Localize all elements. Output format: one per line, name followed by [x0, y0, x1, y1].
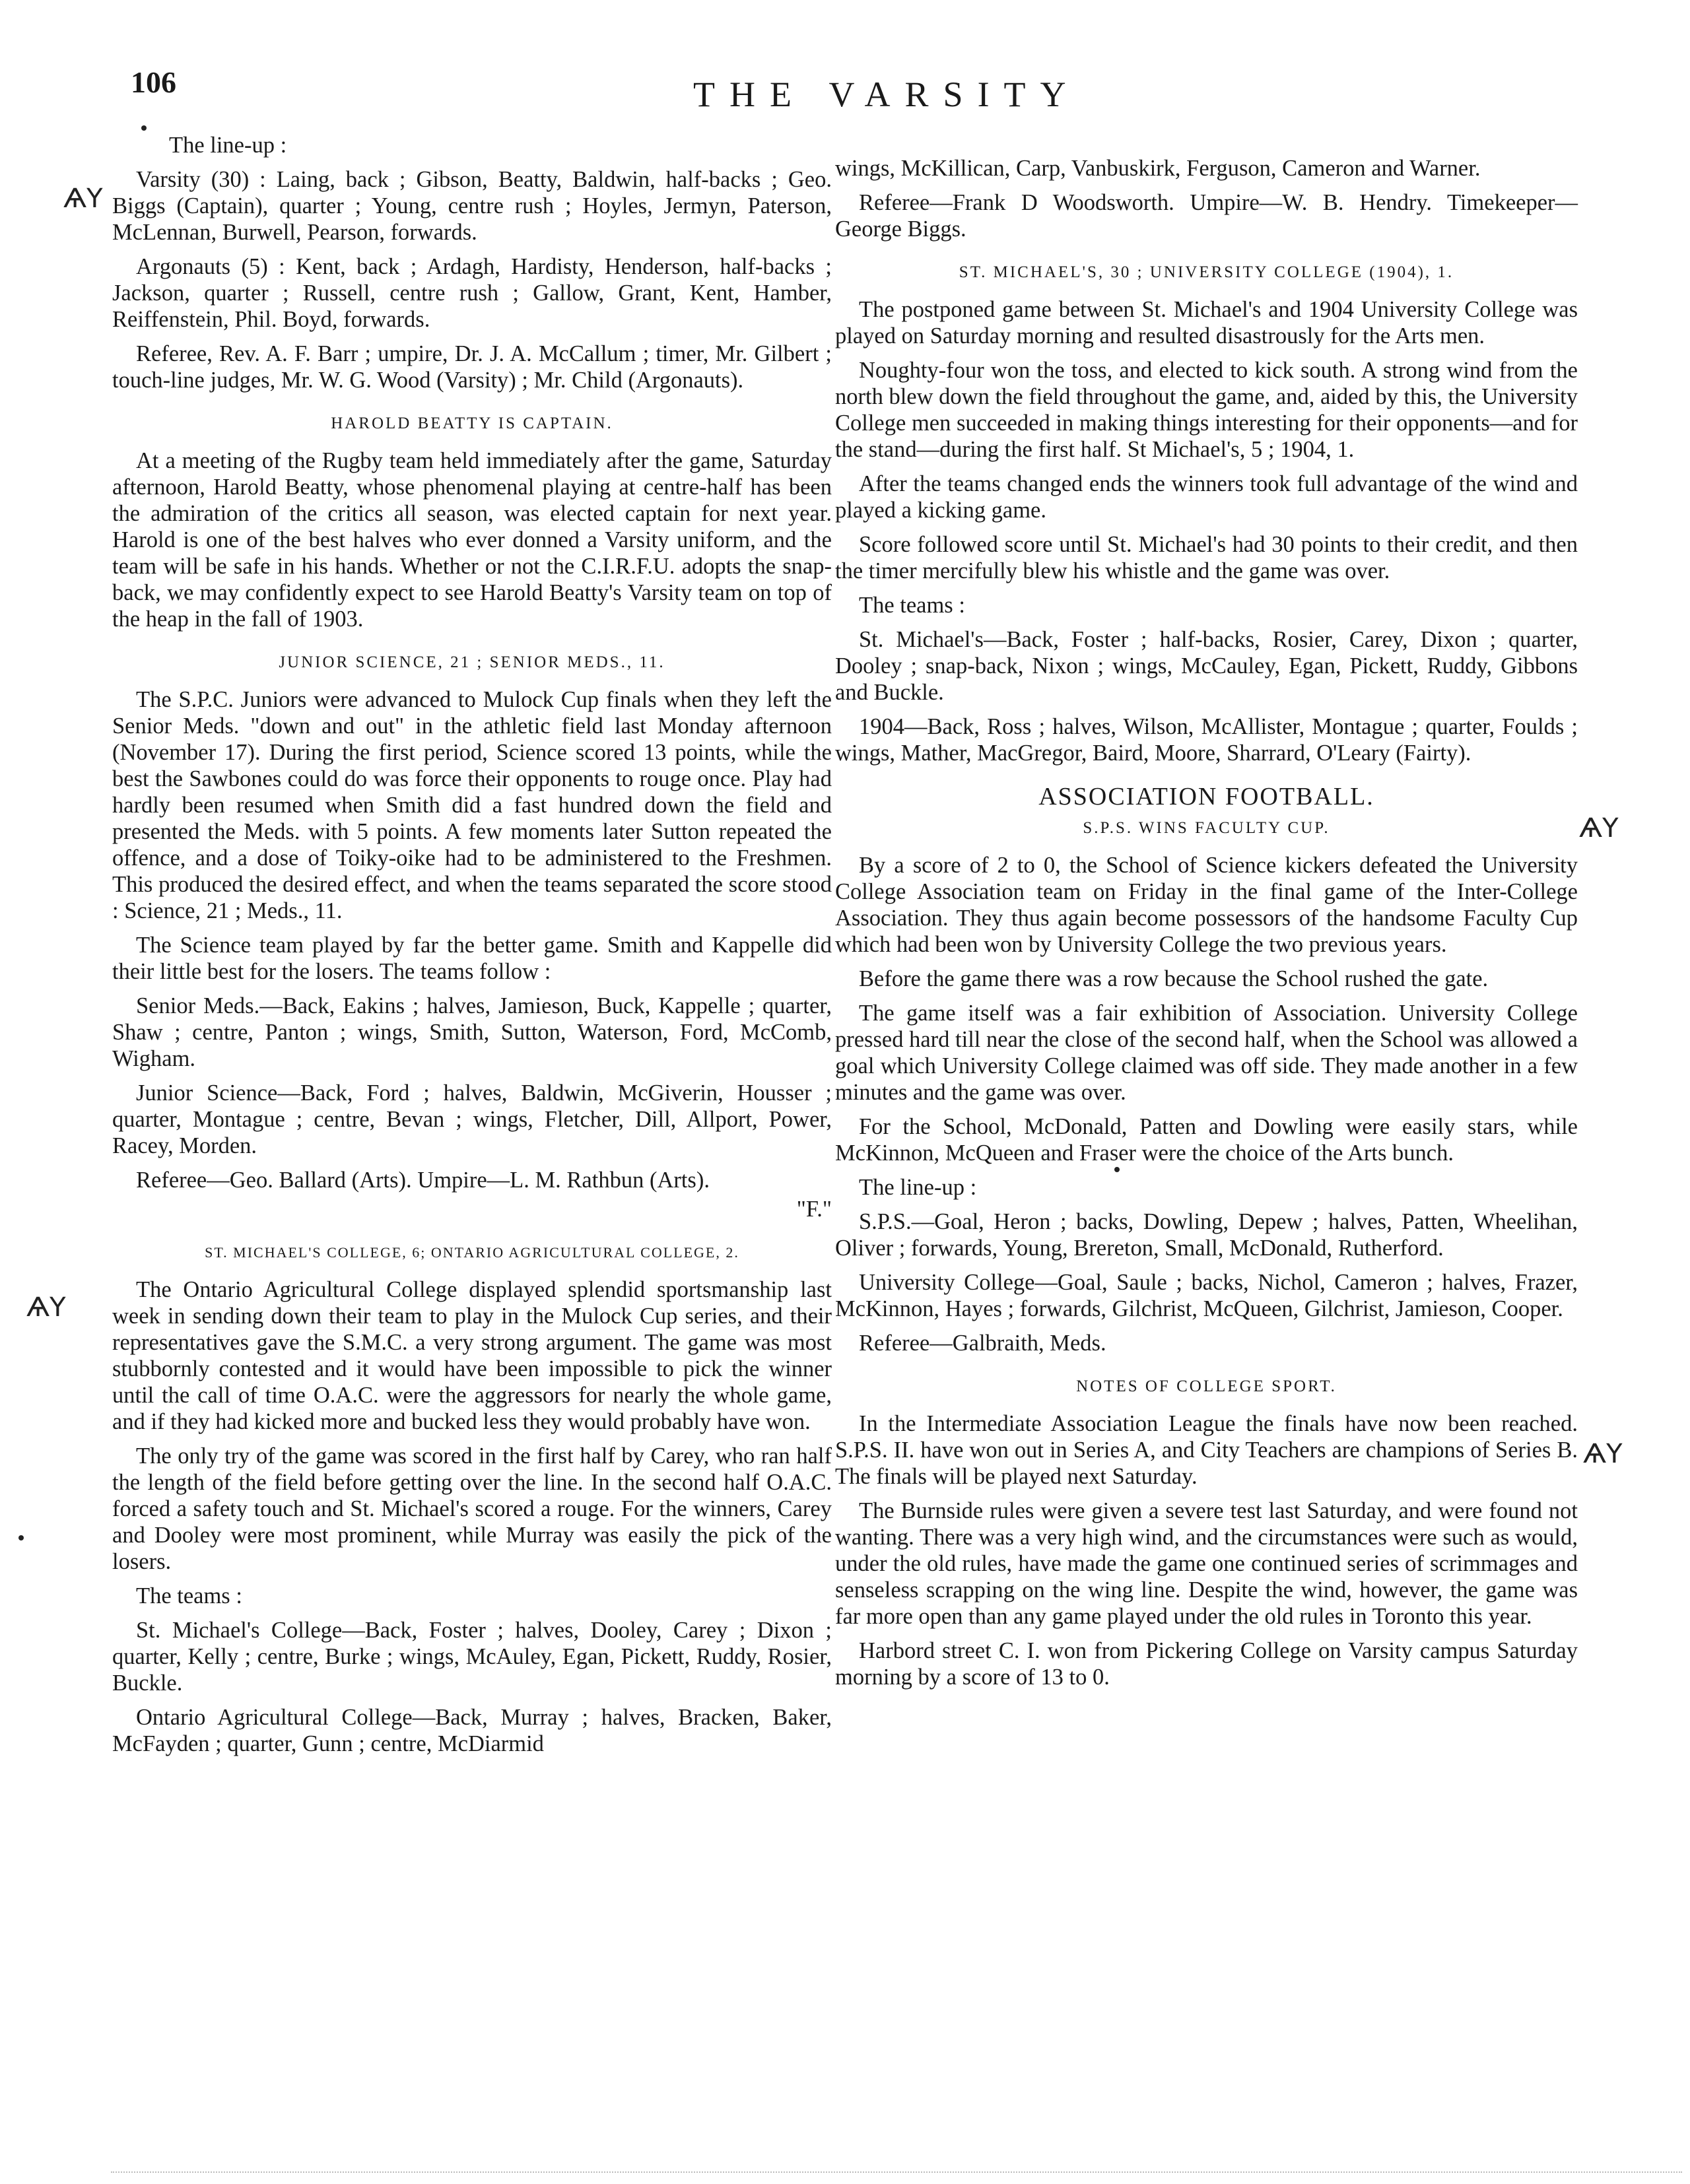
uc-paragraph-1: The postponed game between St. Michael's and 1904 University College was played on Saturday morning and resulted disastrously for the Arts men. [835, 297, 1578, 348]
sps-lineup-label: The line-up : [859, 1175, 977, 1200]
margin-mark-1: ѦΥ [63, 183, 103, 214]
argonauts-lineup: Argonauts (5) : Kent, back ; Ardagh, Hardisty, Henderson, half-backs ; Jackson, quarter ; Russell, centre rush ; Gallow, Grant, Kent, Hamber, Reiffenstein, Phil. Boyd, forwards. [112, 254, 832, 332]
smc-paragraph-1: The Ontario Agricultural College displayed splendid sportsmanship last week in sending down their team to play in the Mulock Cup series, and their representatives gave the S.M.C. a very strong argument. The game was most stubbornly contested and it would have been impossible to pick the winner until the call of time O.A.C. were the aggressors for nearly the whole game, and if they had kicked more and bucked less they would probably have won. [112, 1277, 832, 1434]
section-heading-science: JUNIOR SCIENCE, 21 ; SENIOR MEDS., 11. [279, 653, 665, 671]
section-heading-notes: NOTES OF COLLEGE SPORT. [1076, 1377, 1337, 1395]
notes-paragraph-3: Harbord street C. I. won from Pickering College on Varsity campus Saturday morning by a score of 13 to 0. [835, 1638, 1578, 1690]
page-number: 106 [131, 65, 176, 99]
uc-paragraph-4: Score followed score until St. Michael's had 30 points to their credit, and then the timer mercifully blew his whistle and the game was over. [835, 532, 1578, 583]
section-heading-association: ASSOCIATION FOOTBALL. [1038, 783, 1374, 811]
science-paragraph-2: The Science team played by far the better game. Smith and Kappelle did their little best for the losers. The teams follow : [112, 933, 832, 984]
sps-paragraph-3: The game itself was a fair exhibition of Association. University College pressed hard till near the close of the second half, when the School was allowed a goal which University College claimed was off side. They made another in a few minutes and the game was over. [835, 1001, 1578, 1105]
sps-paragraph-2: Before the game there was a row because the School rushed the gate. [859, 966, 1489, 991]
officials-paragraph: Referee, Rev. A. F. Barr ; umpire, Dr. J. A. McCallum ; timer, Mr. Gilbert ; touch-line judges, Mr. W. G. Wood (Varsity) ; Mr. Child (Argonauts). [112, 341, 832, 393]
page-bottom-edge [111, 2171, 1682, 2174]
author-signature: "F." [796, 1197, 832, 1222]
smc-teams-label: The teams : [136, 1583, 242, 1608]
left-column [112, 132, 832, 1765]
uc-teams-label: The teams : [859, 593, 965, 618]
oac-continued: wings, McKillican, Carp, Vanbuskirk, Ferguson, Cameron and Warner. [835, 156, 1481, 181]
uc-paragraph-3: After the teams changed ends the winners took full advantage of the wind and played a kicking game. [835, 471, 1578, 523]
ink-speck [141, 125, 147, 131]
senior-meds-lineup: Senior Meds.—Back, Eakins ; halves, Jamieson, Buck, Kappelle ; quarter, Shaw ; centre, Panton ; wings, Smith, Sutton, Waterson, Ford, McComb, Wigham. [112, 993, 832, 1071]
smc-team-1: St. Michael's College—Back, Foster ; halves, Dooley, Carey ; Dixon ; quarter, Kelly ; centre, Burke ; wings, McAuley, Egan, Pickett, Ruddy, Rosier, Buckle. [112, 1618, 832, 1696]
right-column [835, 155, 1578, 1698]
ink-speck [18, 1535, 24, 1540]
sps-team: S.P.S.—Goal, Heron ; backs, Dowling, Depew ; halves, Patten, Wheelihan, Oliver ; forwards, Young, Brereton, Small, McDonald, Rutherford. [835, 1209, 1578, 1261]
science-paragraph-1: The S.P.C. Juniors were advanced to Mulock Cup finals when they left the Senior Meds. "down and out" in the athletic field last Monday afternoon (November 17). During the first period, Science scored 13 points, while the best the Sawbones could do was force their opponents to rouge once. Play had hardly been resumed when Smith did a fast hundred down the field and presented the Meds. with 5 points. A few moments later Sutton repeated the offence, and a dose of Toiky-oike had to be administered to the Freshmen. This produced the desired effect, and when the teams separated the score stood : Science, 21 ; Meds., 11. [112, 687, 832, 923]
section-heading-uc: ST. MICHAEL'S, 30 ; UNIVERSITY COLLEGE (1904), 1. [959, 263, 1454, 281]
section-heading-smc: ST. MICHAEL'S COLLEGE, 6; ONTARIO AGRICULTURAL COLLEGE, 2. [205, 1244, 739, 1261]
notes-paragraph-2: The Burnside rules were given a severe test last Saturday, and were found not wanting. There was a very high wind, and the circumstances were such as would, under the old rules, have made the game one continued series of scrimmages and senseless scrapping on the wing line. Despite the wind, however, the game was far more open than any game played under the old rules in Toronto this year. [835, 1498, 1578, 1629]
uc-team-1: St. Michael's—Back, Foster ; half-backs, Rosier, Carey, Dixon ; quarter, Dooley ; snap-back, Nixon ; wings, McCauley, Egan, Pickett, Ruddy, Gibbons and Buckle. [835, 627, 1578, 705]
subheading-sps: S.P.S. WINS FACULTY CUP. [1083, 819, 1330, 837]
sps-referee: Referee—Galbraith, Meds. [859, 1331, 1106, 1356]
lineup-label: The line-up : [169, 133, 287, 158]
uc-association-team: University College—Goal, Saule ; backs, Nichol, Cameron ; halves, Frazer, McKinnon, Hayes ; forwards, Gilchrist, McQueen, Gilchrist, Jamieson, Cooper. [835, 1270, 1578, 1321]
sps-paragraph-4: For the School, McDonald, Patten and Dowling were easily stars, while McKinnon, McQueen and Fraser were the choice of the Arts bunch. [835, 1114, 1578, 1166]
margin-mark-4: ѦΥ [1583, 1439, 1623, 1469]
varsity-lineup: Varsity (30) : Laing, back ; Gibson, Beatty, Baldwin, half-backs ; Geo. Biggs (Captain), quarter ; Young, centre rush ; Hoyles, Jermyn, Paterson, McLennan, Burwell, Pearson, forwards. [112, 167, 832, 245]
margin-mark-3: ѦΥ [1579, 813, 1619, 844]
notes-paragraph-1: In the Intermediate Association League the finals have now been reached. S.P.S. II. have won out in Series A, and City Teachers are champions of Series B. The finals will be played next Saturday. [835, 1411, 1578, 1489]
margin-mark-2: ѦΥ [26, 1292, 66, 1323]
science-referee: Referee—Geo. Ballard (Arts). Umpire—L. M. Rathbun (Arts). [136, 1168, 710, 1193]
masthead-title: THE VARSITY [693, 75, 1081, 114]
junior-science-lineup: Junior Science—Back, Ford ; halves, Baldwin, McGiverin, Housser ; quarter, Montague ; centre, Bevan ; wings, Fletcher, Dill, Allport, Power, Racey, Morden. [112, 1080, 832, 1158]
smc-paragraph-2: The only try of the game was scored in the first half by Carey, who ran half the length of the field before getting over the line. In the second half O.A.C. forced a safety touch and St. Michael's scored a rouge. For the winners, Carey and Dooley were most prominent, while Murray was easily the pick of the losers. [112, 1443, 832, 1574]
beatty-paragraph: At a meeting of the Rugby team held immediately after the game, Saturday afternoon, Harold Beatty, whose phenomenal playing at centre-half has been the admiration of the critics all season, was elected captain for next year. Harold is one of the best halves who ever donned a Varsity uniform, and the team will be safe in his hands. Whether or not the C.I.R.F.U. adopts the snap-back, we may confidently expect to see Harold Beatty's Varsity team on top of the heap in the fall of 1903. [112, 448, 832, 632]
section-heading-beatty: HAROLD BEATTY IS CAPTAIN. [331, 414, 613, 432]
uc-team-2: 1904—Back, Ross ; halves, Wilson, McAllister, Montague ; quarter, Foulds ; wings, Mather, MacGregor, Baird, Moore, Sharrard, O'Leary (Fairty). [835, 714, 1578, 766]
oac-officials: Referee—Frank D Woodsworth. Umpire—W. B. Hendry. Timekeeper—George Biggs. [835, 190, 1578, 242]
sps-paragraph-1: By a score of 2 to 0, the School of Science kickers defeated the University College Association team on Friday in the final game of the Inter-College Association. They thus again become possessors of the handsome Faculty Cup which had been won by University College the two previous years. [835, 853, 1578, 957]
smc-team-2: Ontario Agricultural College—Back, Murray ; halves, Bracken, Baker, McFayden ; quarter, Gunn ; centre, McDiarmid [112, 1705, 832, 1756]
uc-paragraph-2: Noughty-four won the toss, and elected to kick south. A strong wind from the north blew down the field throughout the game, and, aided by this, the University College men succeeded in making things interesting for their opponents—and for the stand—during the first half. St Michael's, 5 ; 1904, 1. [835, 358, 1578, 462]
